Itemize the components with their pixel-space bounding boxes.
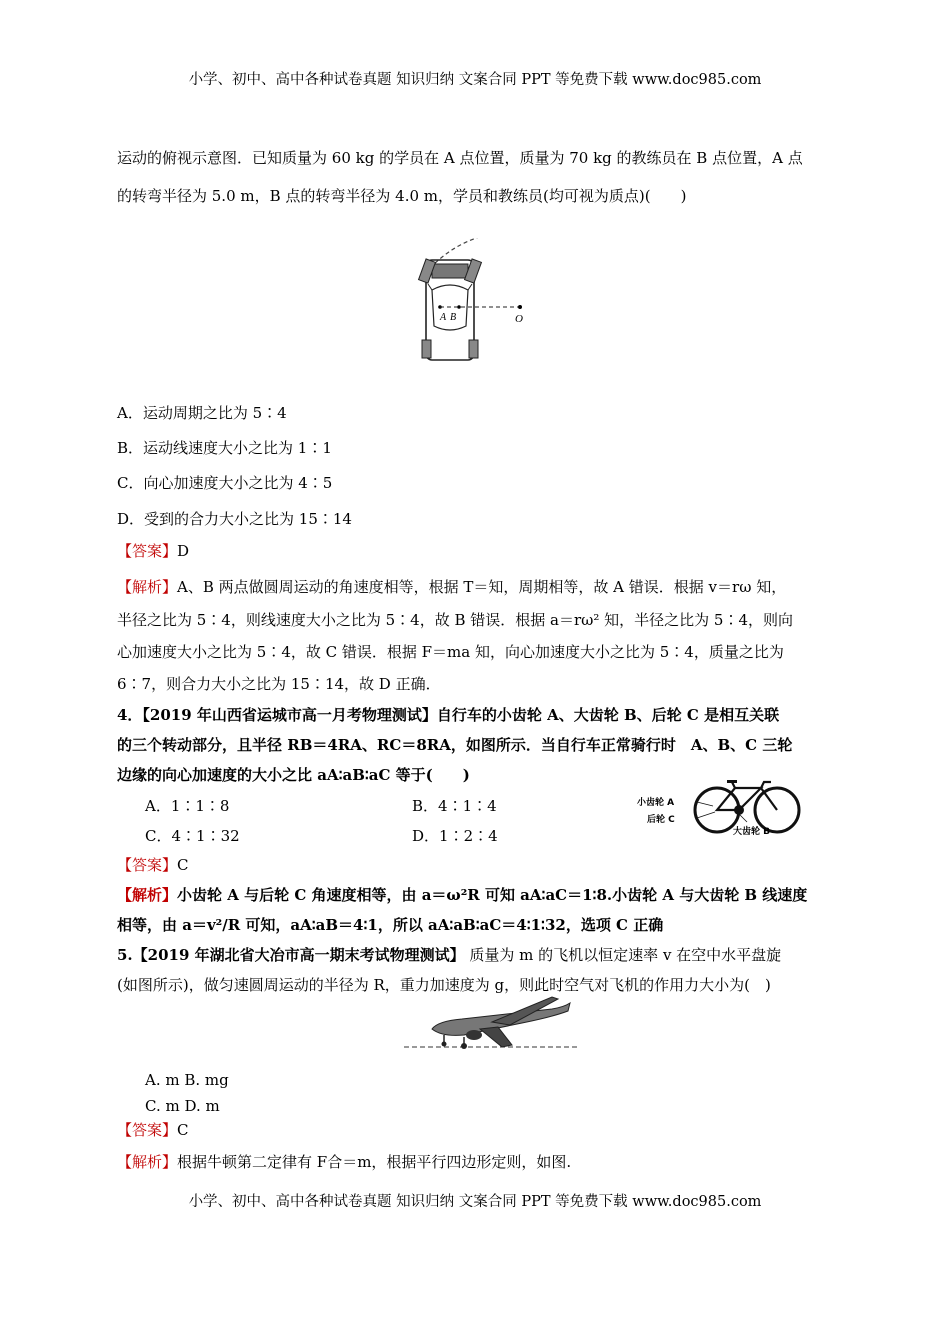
answer-value: D (177, 542, 190, 560)
label-a: A (440, 312, 447, 323)
q4-source: 4．【2019 年山西省运城市高一月考物理测试】 (117, 706, 437, 724)
front-wheel (755, 788, 799, 832)
answer-tag: 【答案】 (117, 542, 178, 560)
label-rear-wheel: 后轮 C (647, 815, 675, 825)
rear-wheel-right (469, 340, 478, 358)
q4-option-d: D．1∶2∶4 (412, 827, 498, 845)
car-hood (432, 264, 468, 278)
analysis-tag: 【解析】 (117, 1153, 178, 1171)
q5-stem-line1 (117, 945, 781, 965)
analysis-tag: 【解析】 (117, 578, 178, 596)
airplane-diagram (402, 995, 582, 1055)
answer-value: C (177, 856, 189, 874)
label-small-gear: 小齿轮 A (637, 798, 675, 808)
page-header: 小学、初中、高中各种试卷真题 知识归纳 文案合同 PPT 等免费下载 www.doc985.com (188, 72, 762, 88)
q3-option-a: A．运动周期之比为 5∶4 (117, 404, 287, 422)
q4-stem-line2: 的三个转动部分，且半径 RB＝4RA、RC＝8RA，如图所示．当自行车正常骑行时 A、B、C 三轮 (117, 736, 793, 754)
answer-tag: 【答案】 (117, 1121, 178, 1139)
q3-option-c: C．向心加速度大小之比为 4∶5 (117, 474, 333, 492)
q4-analysis-line1 (117, 885, 807, 905)
q4-stem-line3: 边缘的向心加速度的大小之比 aA∶aB∶aC 等于( ) (117, 766, 470, 784)
bike-frame (717, 782, 777, 810)
analysis-text: 小齿轮 A 与后轮 C 角速度相等，由 a＝ω²R 可知 aA∶aC＝1∶8.小齿轮 A 与大齿轮 B 线速度 (177, 886, 808, 904)
analysis-tag: 【解析】 (117, 886, 178, 904)
point-o (518, 305, 522, 309)
q3-option-b: B．运动线速度大小之比为 1∶1 (117, 439, 332, 457)
q4-analysis-line2: 相等，由 a＝v²/R 可知，aA∶aB＝4∶1，所以 aA∶aB∶aC＝4∶1∶32，选项 C 正确 (117, 916, 664, 934)
bicycle-diagram (635, 778, 805, 838)
analysis-text: A、B 两点做圆周运动的角速度相等，根据 T＝知，周期相等，故 A 错误．根据 v＝rω 知， (177, 578, 787, 596)
q3-stem-line1: 运动的俯视示意图．已知质量为 60 kg 的学员在 A 点位置，质量为 70 kg 的教练员在 B 点位置，A 点 (117, 149, 803, 167)
q5-stem-text: 质量为 m 的飞机以恒定速率 v 在空中水平盘旋 (464, 946, 782, 964)
q3-analysis-line2: 半径之比为 5∶4，则线速度大小之比为 5∶4，故 B 错误．根据 a＝rω² 知，半径之比为 5∶4，则向 (117, 611, 794, 629)
label-big-gear: 大齿轮 B (733, 827, 770, 837)
landing-gear-main (461, 1043, 467, 1049)
q3-analysis-line4: 6∶7，则合力大小之比为 15∶14，故 D 正确． (117, 675, 441, 693)
analysis-text: 根据牛顿第二定律有 F合＝m，根据平行四边形定则，如图. (177, 1153, 572, 1171)
q5-options-row2: C. m D. m (145, 1097, 220, 1115)
q5-analysis (117, 1152, 571, 1172)
q4-answer (117, 855, 189, 875)
q4-option-a: A．1∶1∶8 (145, 797, 230, 815)
q3-analysis-line1 (117, 577, 786, 597)
answer-tag: 【答案】 (117, 856, 178, 874)
chainring (734, 805, 744, 815)
airplane-wing-near (480, 1027, 512, 1047)
car-top-view-diagram (400, 238, 560, 368)
q5-stem-line2: (如图所示)，做匀速圆周运动的半径为 R，重力加速度为 g，则此时空气对飞机的作用力大小为( ) (117, 976, 771, 994)
q4-stem-text: 自行车的小齿轮 A、大齿轮 B、后轮 C 是相互关联 (436, 706, 780, 724)
landing-gear-front (442, 1042, 447, 1047)
answer-value: C (177, 1121, 189, 1139)
label-o: O (515, 313, 523, 325)
page-footer: 小学、初中、高中各种试卷真题 知识归纳 文案合同 PPT 等免费下载 www.doc985.com (188, 1194, 762, 1210)
rear-wheel-left (422, 340, 431, 358)
q3-option-d: D．受到的合力大小之比为 15∶14 (117, 510, 352, 528)
q4-option-b: B．4∶1∶4 (412, 797, 497, 815)
label-b: B (450, 312, 457, 323)
q4-stem-line1 (117, 705, 779, 725)
q3-answer (117, 541, 189, 561)
q3-analysis-line3: 心加速度大小之比为 5∶4，故 C 错误．根据 F＝ma 知，向心加速度大小之比为 5∶4，质量之比为 (117, 643, 784, 661)
q4-option-c: C．4∶1∶32 (145, 827, 240, 845)
q5-options-row1: A. m B. mg (145, 1071, 229, 1089)
q5-source: 5.【2019 年湖北省大冶市高一期末考试物理测试】 (117, 946, 465, 964)
engine (466, 1030, 482, 1040)
q3-stem-line2: 的转弯半径为 5.0 m，B 点的转弯半径为 4.0 m，学员和教练员(均可视为质点)( ) (117, 187, 687, 205)
q5-answer (117, 1120, 189, 1140)
